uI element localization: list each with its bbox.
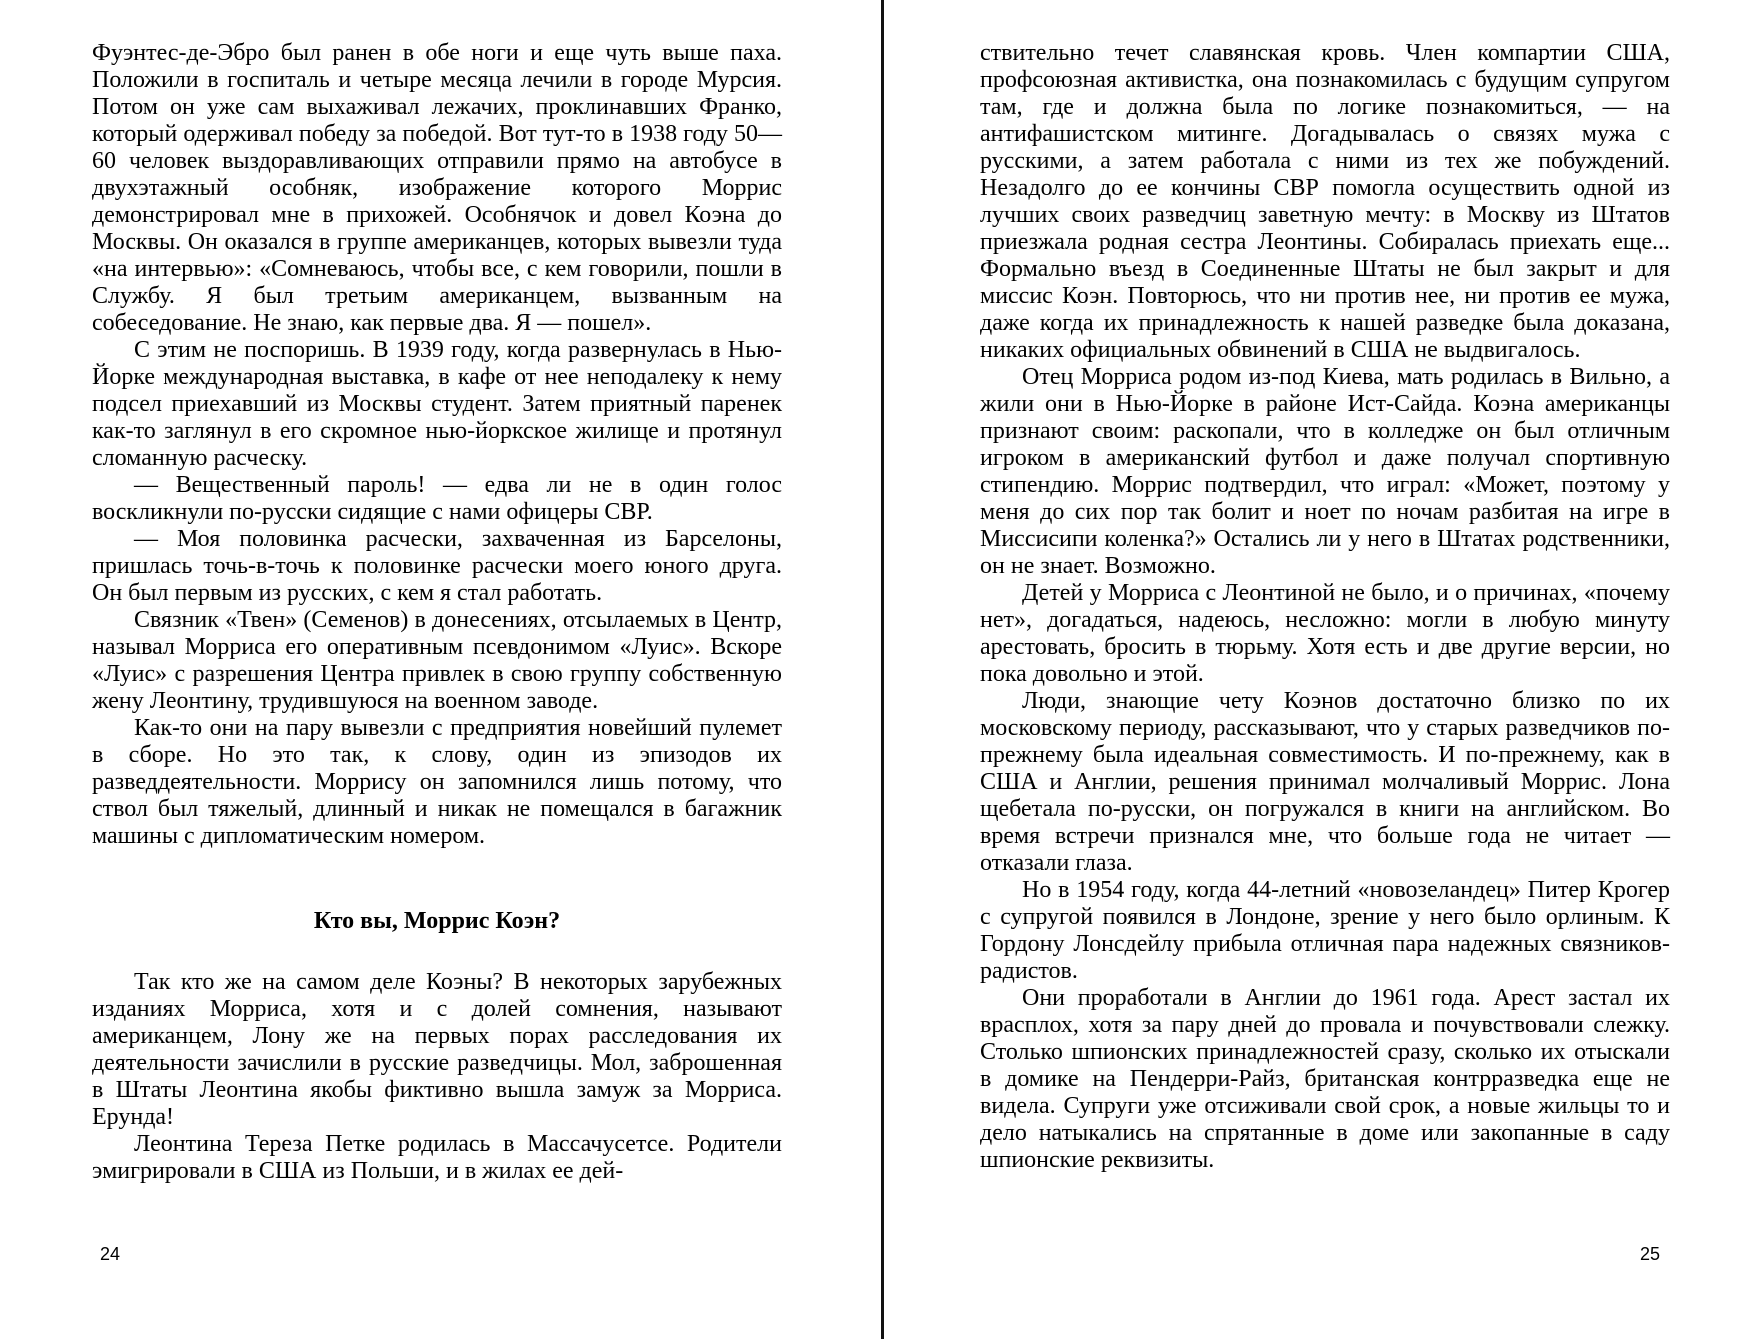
- page-number-left: 24: [100, 1244, 121, 1264]
- right-page-text: [980, 40, 1670, 1174]
- paragraph: Люди, знающие чету Коэнов достаточно близко по их московскому периоду, рассказывают, что у старых разведчиков по-прежнему была идеальная совместимость. И по-прежнему, как в США и Англии, решения принимал молчаливый Моррис. Лона щебетала по-русски, он погружался в книги на английском. Во время встречи признался мне, что больше года не читает — отказали глаза.: [980, 688, 1670, 876]
- page-number-right: 25: [1640, 1244, 1661, 1264]
- paragraph: — Моя половинка расчески, захваченная из Барселоны, пришлась точь-в-точь к половинке расчески моего юного друга. Он был первым из русских, с кем я стал работать.: [92, 526, 782, 606]
- paragraph: Детей у Морриса с Леонтиной не было, и о причинах, «почему нет», догадаться, надеюсь, несложно: могли в любую минуту арестовать, бросить в тюрьму. Хотя есть и две другие версии, но пока довольно и этой.: [980, 580, 1670, 687]
- paragraph: Они проработали в Англии до 1961 года. Арест застал их врасплох, хотя за пару дней до провала и почувствовали слежку. Столько шпионских принадлежностей сразу, сколько их отыскали в домике на Пендерри-Райз, британская контрразведка еще не видела. Супруги уже отсиживали свой срок, а новые жильцы то и дело натыкались на спрятанные в доме или закопанные в саду шпионские реквизиты.: [980, 985, 1670, 1173]
- paragraph: С этим не поспоришь. В 1939 году, когда развернулась в Нью-Йорке международная выставка, в кафе от нее неподалеку к нему подсел приехавший из Москвы студент. Затем приятный паренек как-то заглянул в его скромное нью-йоркское жилище и протянул сломанную расческу.: [92, 337, 782, 471]
- paragraph: Как-то они на пару вывезли с предприятия новейший пулемет в сборе. Но это так, к слову, один из эпизодов их разведдеятельности. Моррису он запомнился лишь потому, что ствол был тяжелый, длинный и никак не помещался в багажник машины с дипломатическим номером.: [92, 715, 782, 849]
- paragraph: Так кто же на самом деле Коэны? В некоторых зарубежных изданиях Морриса, хотя и с долей сомнения, называют американцем, Лону же на первых порах расследования их деятельности зачислили в русские разведчицы. Мол, заброшенная в Штаты Леонтина якобы фиктивно вышла замуж за Морриса. Ерунда!: [92, 969, 782, 1130]
- paragraph: Отец Морриса родом из-под Киева, мать родилась в Вильно, а жили они в Нью-Йорке в районе Ист-Сайда. Коэна американцы признают своим: раскопали, что в колледже он был отличным игроком в американский футбол и даже получал спортивную стипендию. Моррис подтвердил, что играл: «Может, поэтому у меня до сих пор так болит и ноет по ночам разбитая на игре в Миссисипи коленка?» Остались ли у него в Штатах родственники, он не знает. Возможно.: [980, 364, 1670, 579]
- paragraph: — Вещественный пароль! — едва ли не в один голос воскликнули по-русски сидящие с нами офицеры СВР.: [92, 472, 782, 525]
- left-page-paragraphs-before-heading: [92, 40, 782, 850]
- paragraph: Фуэнтес-де-Эбро был ранен в обе ноги и еще чуть выше паха. Положили в госпиталь и четыре месяца лечили в городе Мурсия. Потом он уже сам выхаживал лежачих, проклинавших Франко, который одерживал победу за победой. Вот тут-то в 1938 году 50—60 человек выздоравливающих отправили прямо на автобусе в двухэтажный особняк, изображение которого Моррис демонстрировал мне в прихожей. Особнячок и довел Коэна до Москвы. Он оказался в группе американцев, которых вывезли туда «на интервью»: «Сомневаюсь, чтобы все, с кем говорили, пошли в Службу. Я был третьим американцем, вызванным на собеседование. Не знаю, как первые два. Я — пошел».: [92, 40, 782, 336]
- paragraph: Леонтина Тереза Петке родилась в Массачусетсе. Родители эмигрировали в США из Польши, и в жилах ее дей-: [92, 1131, 782, 1184]
- book-spine: [881, 0, 884, 1339]
- left-page-paragraphs-after-heading: [92, 969, 782, 1185]
- left-page-text: [92, 40, 782, 1185]
- section-heading: Кто вы, Моррис Коэн?: [313, 908, 561, 934]
- paragraph: ствительно течет славянская кровь. Член компартии США, профсоюзная активистка, она познакомилась с будущим супругом там, где и должна была по логике познакомиться, — на антифашистском митинге. Догадывалась о связях мужа с русскими, а затем работала с ними из тех же побуждений. Незадолго до ее кончины СВР помогла осуществить одной из лучших своих разведчиц заветную мечту: в Москву из Штатов приезжала родная сестра Леонтины. Собиралась приехать еще... Формально въезд в Соединенные Штаты не был закрыт и для миссис Коэн. Повторюсь, что ни против нее, ни против ее мужа, даже когда их принадлежность к нашей разведке была доказана, никаких официальных обвинений в США не выдвигалось.: [980, 40, 1670, 363]
- paragraph: Но в 1954 году, когда 44-летний «новозеландец» Питер Крогер с супругой появился в Лондоне, зрение у него было орлиным. К Гордону Лонсдейлу прибыла отличная пара надежных связников-радистов.: [980, 877, 1670, 984]
- paragraph: Связник «Твен» (Семенов) в донесениях, отсылаемых в Центр, называл Морриса его оперативным псевдонимом «Луис». Вскоре «Луис» с разрешения Центра привлек в свою группу собственную жену Леонтину, трудившуюся на военном заводе.: [92, 607, 782, 714]
